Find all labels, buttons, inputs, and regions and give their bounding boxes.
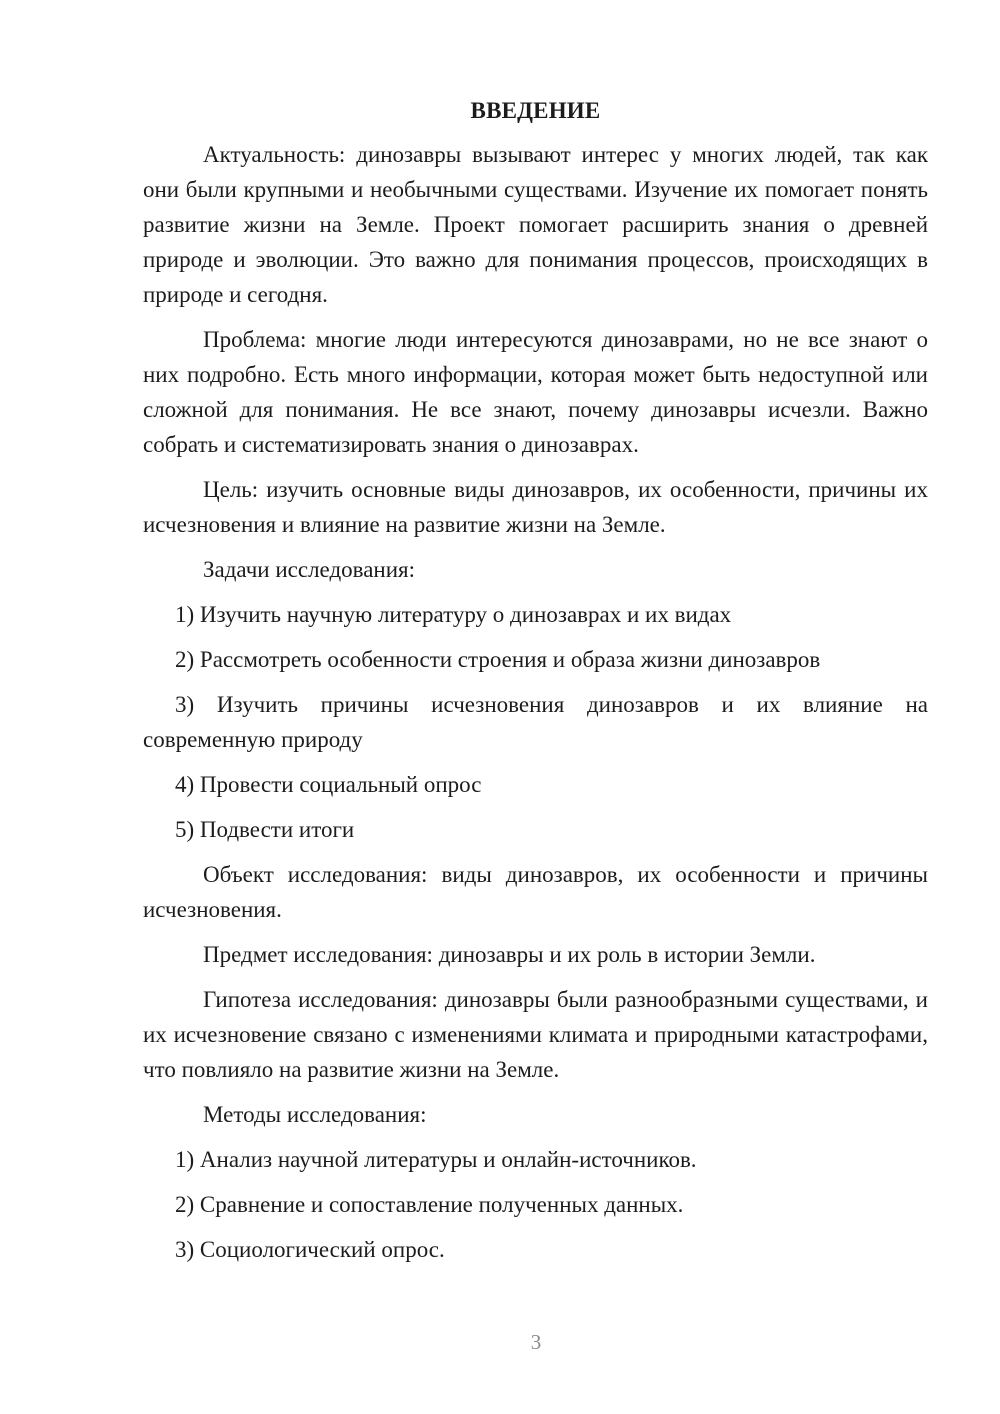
- task-item: 4) Провести социальный опрос: [175, 772, 482, 797]
- task-item: 5) Подвести итоги: [175, 817, 355, 842]
- task-item: 2) Рассмотреть особенности строения и образа жизни динозавров: [175, 647, 821, 672]
- relevance-paragraph: Актуальность: динозавры вызывают интерес у многих людей, так как они были крупными и необычными существами. Изучение их помогает понять развитие жизни на Земле. Проект помогает расширить знания о древней природе и эволюции. Это важно для понимания процессов, происходящих в природе и сегодня.: [143, 142, 928, 307]
- page-title: ВВЕДЕНИЕ: [470, 98, 601, 123]
- method-item: 3) Социологический опрос.: [175, 1237, 445, 1262]
- page-number: 3: [530, 1330, 542, 1354]
- page-content: [143, 95, 928, 1277]
- problem-paragraph: Проблема: многие люди интересуются динозаврами, но не все знают о них подробно. Есть много информации, которая может быть недоступной или сложной для понимания. Не все знают, почему динозавры исчезли. Важно собрать и систематизировать знания о динозаврах.: [143, 327, 928, 457]
- object-paragraph: Объект исследования: виды динозавров, их особенности и причины исчезновения.: [143, 862, 928, 922]
- method-item: 2) Сравнение и сопоставление полученных данных.: [175, 1192, 684, 1217]
- methods-heading: Методы исследования:: [203, 1102, 427, 1127]
- tasks-heading: Задачи исследования:: [203, 557, 416, 582]
- task-item: 1) Изучить научную литературу о динозаврах и их видах: [175, 602, 732, 627]
- hypothesis-paragraph: Гипотеза исследования: динозавры были разнообразными существами, и их исчезновение связано с изменениями климата и природными катастрофами, что повлияло на развитие жизни на Земле.: [143, 987, 928, 1082]
- method-item: 1) Анализ научной литературы и онлайн-источников.: [175, 1147, 697, 1172]
- goal-paragraph: Цель: изучить основные виды динозавров, их особенности, причины их исчезновения и влияние на развитие жизни на Земле.: [143, 477, 928, 537]
- subject-paragraph: Предмет исследования: динозавры и их роль в истории Земли.: [203, 942, 816, 967]
- task-item: 3) Изучить причины исчезновения динозавров и их влияние на современную природу: [143, 692, 928, 752]
